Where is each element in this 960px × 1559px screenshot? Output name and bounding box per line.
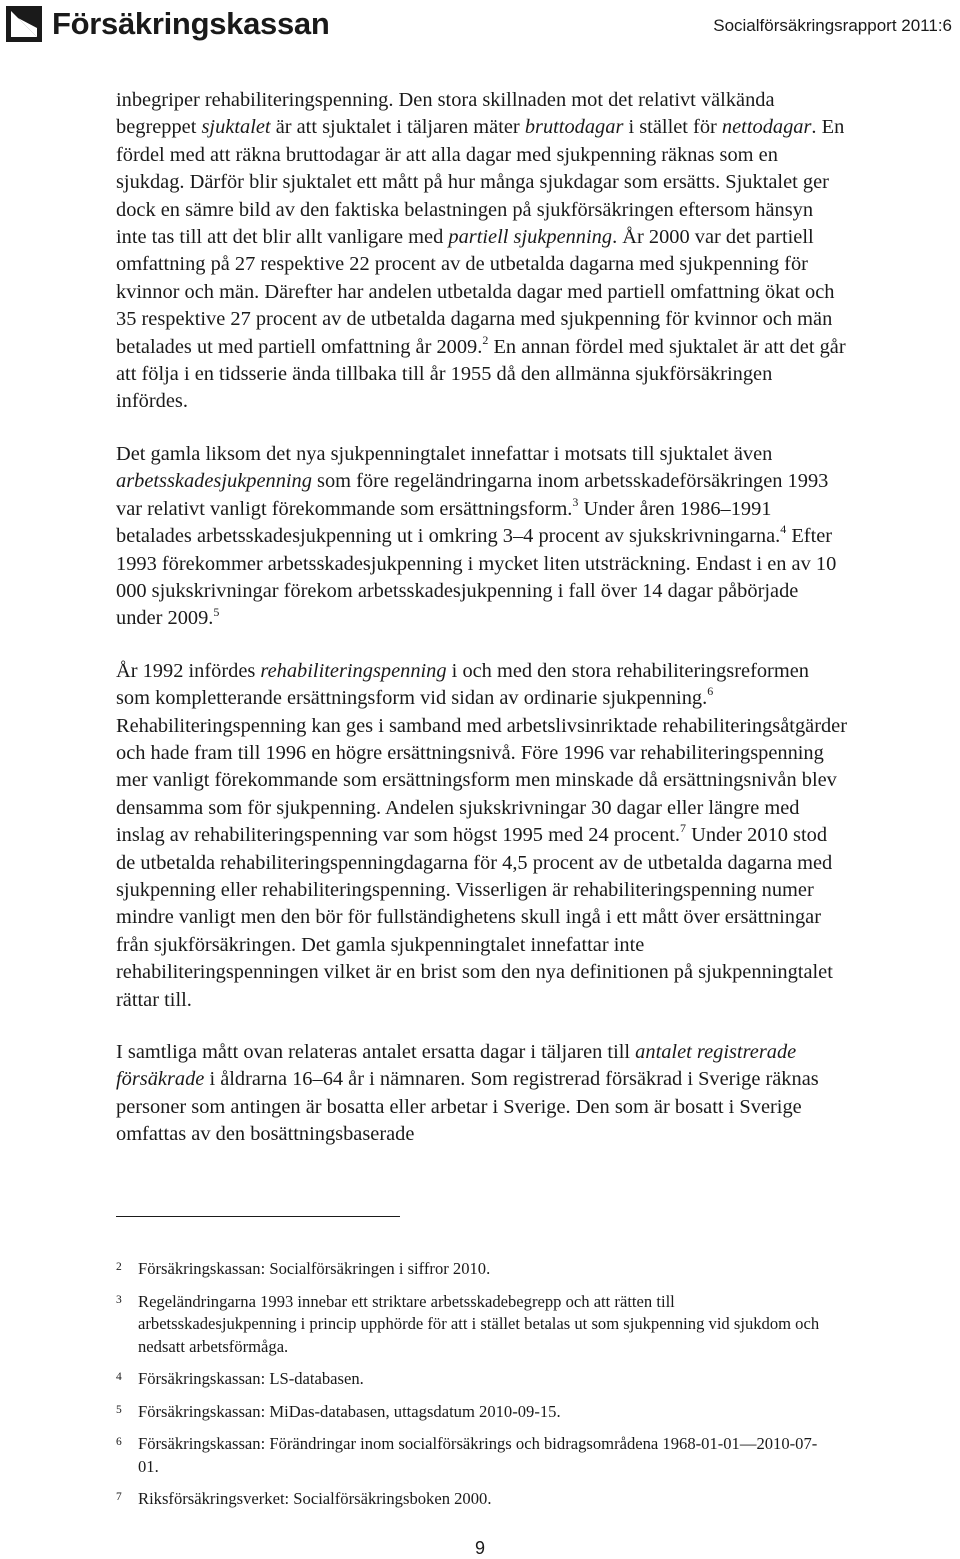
footnote-ref: 2 <box>482 332 489 347</box>
logo-text: Försäkringskassan <box>52 6 330 41</box>
footnotes <box>116 1258 836 1521</box>
footnote: 4 Försäkringskassan: LS-databasen. <box>116 1369 364 1388</box>
paragraph-2: Det gamla liksom det nya sjukpenningtalet innefattar i motsats till sjuktalet även arbetsskadesjukpenning som före regeländringarna inom arbetsskadeförsäkringen 1993 var relativt vanligt förekommande som ersättningsform.$^3$ Under åren 1986–1991 betalades arbetsskadesjukpenning ut i omkring 3–4 procent av sjukskrivningarna.$^4$ Efter 1993 förekommer arbetsskadesjukpenning i mycket liten utsträckning. Endast i en av 10 000 sjukskrivningar förekom arbetsskadesjukpenning i fall över 14 dagar påbörjade under 2009.$^5$ <box>116 442 837 630</box>
page-number: 9 <box>474 1538 485 1558</box>
footnote-ref: 4 <box>780 522 787 537</box>
paragraph-4: I samtliga mått ovan relateras antalet ersatta dagar i täljaren till antalet registrerade försäkrade i åldrarna 16–64 år i nämnaren. Som registrerad försäkrad i Sverige räknas personer som antingen är bosatta eller arbetar i Sverige. Den som är bosatt i Sverige omfattas av den bosättningsbaserade <box>116 1041 819 1146</box>
footnote-divider <box>116 1216 400 1217</box>
footnote-ref: 7 <box>680 821 687 836</box>
logo <box>6 4 330 44</box>
page-header <box>0 0 960 52</box>
footnote: 6 Försäkringskassan: Förändringar inom socialförsäkrings och bidragsområdena 1968-01-01—2010-07-01. <box>116 1434 818 1476</box>
footnote-ref: 6 <box>707 684 714 699</box>
logo-mark-icon <box>6 6 42 42</box>
footnote-ref: 5 <box>213 604 220 619</box>
body-text <box>116 87 848 1174</box>
report-title: Socialförsäkringsrapport 2011:6 <box>713 16 952 35</box>
paragraph-3: År 1992 infördes rehabiliteringspenning i och med den stora rehabiliteringsreformen som kompletterande ersättningsform vid sidan av ordinarie sjukpenning.$^6$ Rehabiliteringspenning kan ges i samband med arbetslivsinriktade rehabiliteringsåtgärder och hade fram till 1996 en högre ersättningsnivå. Före 1996 var rehabiliteringspenning mer vanligt förekommande som ersättningsform men minskade då ersättningsnivån blev densamma som för sjukpenning. Andelen sjukskrivningar 30 dagar eller längre med inslag av rehabiliteringspenning var som högst 1995 med 24 procent.$^7$ Under 2010 stod de utbetalda rehabiliteringspenningdagarna för 4,5 procent av de utbetalda dagarna med sjukpenning eller rehabiliteringspenning. Visserligen är rehabiliteringspenning numer mindre vanligt men den bör för fullständighetens skull ingå i ett mått över ersättningar från sjukförsäkringen. Det gamla sjukpenningtalet innefattar inte rehabiliteringspenningen vilket är en brist som den nya definitionen på sjukpenningtalet rättar till. <box>116 659 848 1011</box>
paragraph-1: inbegriper rehabiliteringspenning. Den stora skillnaden mot det relativt välkända begreppet sjuktalet är att sjuktalet i täljaren mäter bruttodagar i stället för nettodagar. En fördel med att räkna bruttodagar är att alla dagar med sjukpenning räknas som en sjukdag. Därför blir sjuktalet ett mått på hur många sjukdagar som ersätts. Sjuktalet ger dock en sämre bild av den faktiska belastningen på sjukförsäkringen eftersom hänsyn inte tas till att det blir allt vanligare med partiell sjukpenning. År 2000 var det partiell omfattning på 27 respektive 22 procent av de utbetalda dagarna med sjukpenning för kvinnor och män. Därefter har andelen utbetalda dagar med partiell omfattning ökat och 35 respektive 27 procent av de utbetalda dagarna med sjukpenning för kvinnor och män betalades ut med partiell omfattning år 2009.$^2$ En annan fördel med sjuktalet är att det går att följa i en tidsserie ända tillbaka till år 1955 då den allmänna sjukförsäkringen infördes. <box>116 89 846 413</box>
footnote: 5 Försäkringskassan: MiDas-databasen, uttagsdatum 2010-09-15. <box>116 1401 561 1421</box>
footnote: 7 Riksförsäkringsverket: Socialförsäkringsboken 2000. <box>116 1489 492 1508</box>
footnote: 2 Försäkringskassan: Socialförsäkringen i siffror 2010. <box>116 1259 491 1278</box>
footnote-ref: 3 <box>572 494 579 509</box>
footnote: 3 Regeländringarna 1993 innebar ett striktare arbetsskadebegrepp och att rätten till arbetsskadesjukpenning i princip upphörde för att i stället betalas ut som sjukpenning vid sjukdom och nedsatt arbetsförmåga. <box>116 1291 820 1356</box>
